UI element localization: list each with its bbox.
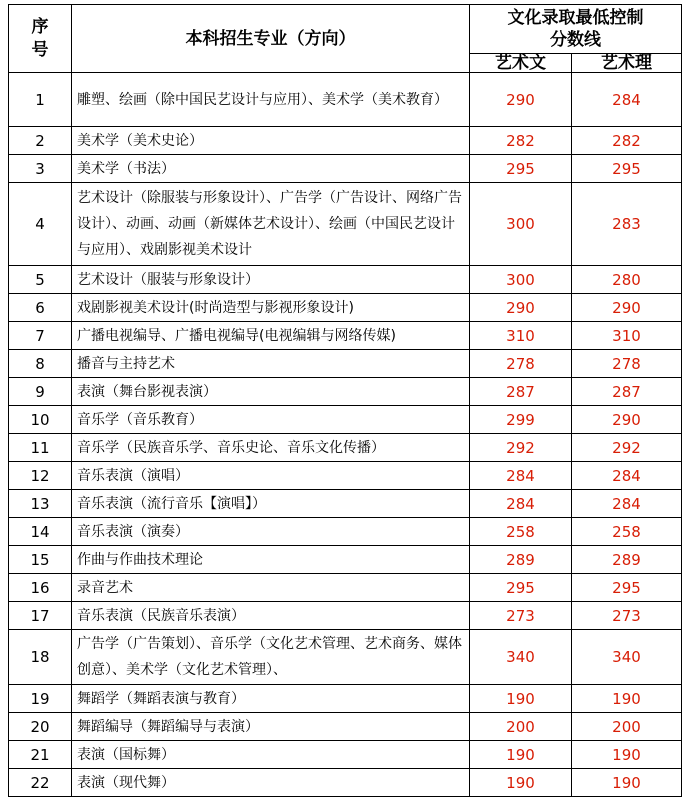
row-major: 录音艺术 [72,574,470,602]
header-score-group: 文化录取最低控制 分数线 [470,5,682,54]
row-major: 表演（现代舞） [72,769,470,797]
header-major: 本科招生专业（方向） [72,5,470,73]
row-arts-score: 284 [470,490,572,518]
table-row [9,294,682,322]
row-number: 21 [9,741,72,769]
row-major: 音乐表演（演奏） [72,518,470,546]
table-row [9,434,682,462]
row-number: 2 [9,127,72,155]
row-arts-score: 292 [470,434,572,462]
row-major: 表演（国标舞） [72,741,470,769]
table-row [9,685,682,713]
row-science-score: 290 [572,406,682,434]
row-arts-score: 200 [470,713,572,741]
row-arts-score: 340 [470,630,572,685]
row-arts-score: 284 [470,462,572,490]
header-arts: 艺术文 [470,54,572,73]
row-number: 6 [9,294,72,322]
row-number: 15 [9,546,72,574]
admission-score-table [8,4,682,797]
row-number: 5 [9,266,72,294]
row-major: 广播电视编导、广播电视编导(电视编辑与网络传媒) [72,322,470,350]
row-major: 美术学（美术史论） [72,127,470,155]
row-arts-score: 278 [470,350,572,378]
row-major: 艺术设计（服装与形象设计） [72,266,470,294]
row-number: 13 [9,490,72,518]
row-number: 1 [9,73,72,127]
row-science-score: 273 [572,602,682,630]
row-science-score: 190 [572,769,682,797]
row-science-score: 290 [572,294,682,322]
row-number: 18 [9,630,72,685]
row-number: 9 [9,378,72,406]
table-row [9,183,682,266]
table-row [9,266,682,294]
header-seq: 序 号 [9,5,72,73]
table-row [9,713,682,741]
row-arts-score: 310 [470,322,572,350]
row-science-score: 280 [572,266,682,294]
row-science-score: 295 [572,574,682,602]
row-science-score: 289 [572,546,682,574]
row-arts-score: 289 [470,546,572,574]
table-row [9,741,682,769]
table-row [9,518,682,546]
row-number: 3 [9,155,72,183]
table-row [9,602,682,630]
row-science-score: 310 [572,322,682,350]
table-row [9,378,682,406]
row-number: 10 [9,406,72,434]
row-science-score: 200 [572,713,682,741]
table-row [9,546,682,574]
row-major: 表演（舞台影视表演） [72,378,470,406]
row-science-score: 190 [572,685,682,713]
row-major: 音乐表演（流行音乐【演唱】） [72,490,470,518]
row-major: 艺术设计（除服装与形象设计）、广告学（广告设计、网络广告设计）、动画、动画（新媒体艺术设计）、绘画（中国民艺设计与应用）、戏剧影视美术设计 [72,183,470,266]
row-number: 11 [9,434,72,462]
row-major: 舞蹈编导（舞蹈编导与表演） [72,713,470,741]
row-number: 4 [9,183,72,266]
table-row [9,630,682,685]
row-major: 播音与主持艺术 [72,350,470,378]
row-science-score: 284 [572,462,682,490]
table-row [9,490,682,518]
row-arts-score: 290 [470,73,572,127]
row-arts-score: 300 [470,266,572,294]
table-row [9,769,682,797]
row-major: 雕塑、绘画（除中国民艺设计与应用）、美术学（美术教育） [72,73,470,127]
row-number: 7 [9,322,72,350]
row-major: 音乐表演（民族音乐表演） [72,602,470,630]
row-number: 22 [9,769,72,797]
row-science-score: 287 [572,378,682,406]
row-major: 音乐表演（演唱） [72,462,470,490]
row-science-score: 284 [572,73,682,127]
table-row [9,406,682,434]
row-number: 14 [9,518,72,546]
row-science-score: 283 [572,183,682,266]
table-row [9,574,682,602]
row-major: 戏剧影视美术设计(时尚造型与影视形象设计) [72,294,470,322]
row-science-score: 340 [572,630,682,685]
row-science-score: 295 [572,155,682,183]
row-major: 舞蹈学（舞蹈表演与教育） [72,685,470,713]
table-row [9,127,682,155]
row-arts-score: 282 [470,127,572,155]
row-major: 作曲与作曲技术理论 [72,546,470,574]
table-row [9,155,682,183]
row-arts-score: 190 [470,685,572,713]
row-number: 19 [9,685,72,713]
table-body [9,73,682,797]
row-number: 17 [9,602,72,630]
row-major: 美术学（书法） [72,155,470,183]
row-arts-score: 299 [470,406,572,434]
table-row [9,462,682,490]
row-number: 20 [9,713,72,741]
row-science-score: 292 [572,434,682,462]
row-major: 音乐学（民族音乐学、音乐史论、音乐文化传播） [72,434,470,462]
row-arts-score: 290 [470,294,572,322]
row-science-score: 282 [572,127,682,155]
row-arts-score: 190 [470,769,572,797]
table-row [9,322,682,350]
row-arts-score: 295 [470,155,572,183]
header-science: 艺术理 [572,54,682,73]
row-arts-score: 273 [470,602,572,630]
row-major: 音乐学（音乐教育） [72,406,470,434]
row-arts-score: 190 [470,741,572,769]
row-number: 12 [9,462,72,490]
table-row [9,73,682,127]
row-science-score: 190 [572,741,682,769]
table-row [9,350,682,378]
row-arts-score: 287 [470,378,572,406]
row-science-score: 278 [572,350,682,378]
row-major: 广告学（广告策划）、音乐学（文化艺术管理、艺术商务、媒体创意）、美术学（文化艺术管理）、 [72,630,470,685]
row-arts-score: 300 [470,183,572,266]
row-number: 8 [9,350,72,378]
row-number: 16 [9,574,72,602]
row-arts-score: 295 [470,574,572,602]
row-science-score: 284 [572,490,682,518]
row-arts-score: 258 [470,518,572,546]
row-science-score: 258 [572,518,682,546]
